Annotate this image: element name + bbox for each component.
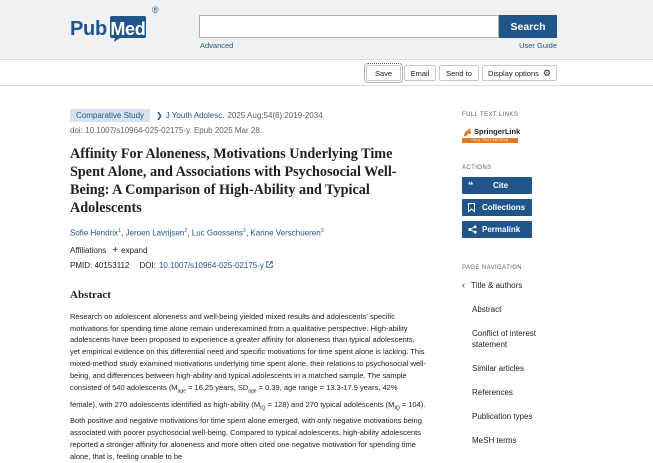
page-navigation-heading: PAGE NAVIGATION <box>462 265 523 271</box>
external-link-icon <box>266 261 273 270</box>
logo-pub-text: Pub <box>70 17 107 40</box>
pubmed-logo[interactable] <box>70 14 148 44</box>
share-icon <box>468 225 482 234</box>
save-button[interactable] <box>366 65 401 81</box>
affiliations-toggle[interactable] <box>70 246 430 256</box>
search-button[interactable]: Search <box>499 15 557 38</box>
expand-label: expand <box>121 246 148 256</box>
save-label: Save <box>374 68 393 78</box>
affiliation-number[interactable]: 2 <box>184 228 188 234</box>
author-separator: , <box>187 228 192 238</box>
chevron-left-icon: ‹ <box>462 280 465 290</box>
abstract-part: = 104). Both positive and negative motivations for time spent alone emerged, with only negative motivations being associated with poorer psychosocial well-being. Compared to typical adolescents, high-ability adolescents reported a stronger affinity for aloneness and more often cited one negative motivation for spending time alone, that is, feeling unable to be <box>70 399 426 461</box>
page-navigation-list <box>462 280 558 446</box>
iq-subscript: IQ <box>260 405 266 411</box>
actions-heading: ACTIONS <box>462 165 492 171</box>
display-options-button[interactable] <box>482 65 557 81</box>
abstract-part: Research on adolescent aloneness and well-being yielded mixed results and adolescents' specific motivations for spending time alone remain underexamined from a qualitative perspective. High-ability adolescents have been proposed to experience a greater affinity for aloneness than typical adolescents, yet empirical evidence on this differential need and specific motivations for time spent alone is lacking. This mixed-method study examined motivations underlying time spent alone, their relations to psychosocial well-being, and differences between high-ability and typical adolescents in a matched sample. The sample consisted of 540 adolescents (M <box>70 311 427 393</box>
age-subscript: age <box>177 388 186 395</box>
logo-med-bubble <box>108 15 148 43</box>
quote-icon: ❝ <box>468 180 474 190</box>
logo-med-text: Med <box>110 18 146 39</box>
article-title: Affinity For Aloneness, Motivations Underlying Time Spent Alone, and Associations with Psychosocial Well-Being: A Comparison of High-Ability and Typical Adolescents <box>70 146 397 216</box>
affiliation-number[interactable]: 3 <box>242 228 246 234</box>
chevron-right-icon: ❯ <box>156 110 163 120</box>
affiliation-number[interactable]: 1 <box>118 228 122 234</box>
article-identifiers <box>70 261 430 270</box>
abstract-part: = 128) and 270 typical adolescents (M <box>265 399 395 409</box>
author-link[interactable]: Sofie Hendrix <box>70 228 119 238</box>
author-separator: , <box>121 228 126 238</box>
nav-item-publication-types[interactable]: Publication types <box>472 412 533 421</box>
springerlink-text: SpringerLink <box>474 127 521 136</box>
springer-horse-icon <box>462 127 473 138</box>
collections-button[interactable] <box>462 199 532 216</box>
article-main <box>70 108 430 463</box>
nav-item-similar-articles[interactable]: Similar articles <box>472 364 525 373</box>
springerlink-button[interactable] <box>462 127 521 145</box>
cite-button[interactable] <box>462 177 532 194</box>
publication-type-badge[interactable]: Comparative Study <box>70 109 150 122</box>
nav-item-label: Title & authors <box>471 281 523 290</box>
article-toolbar <box>0 61 653 86</box>
collections-label: Collections <box>482 203 526 212</box>
send-to-button[interactable] <box>439 65 479 81</box>
cite-label: Cite <box>493 181 509 190</box>
registered-mark: ® <box>152 5 159 15</box>
user-guide-link[interactable]: User Guide <box>519 41 557 50</box>
send-to-label: Send to <box>446 68 472 78</box>
doi-link[interactable]: 10.1007/s10964-025-02175-y <box>158 260 264 270</box>
age-subscript: age <box>248 388 257 395</box>
abstract-part: = 0.39, age range = 13.3-17.9 years, 42% female), with 270 adolescents identified as high-ability (M <box>70 383 398 409</box>
gear-icon: ⚙ <box>542 67 551 78</box>
affiliations-label: Affiliations <box>70 246 107 256</box>
search-input[interactable] <box>199 15 499 38</box>
nav-item-mesh-terms[interactable]: MeSH terms <box>472 436 517 445</box>
journal-link[interactable]: J Youth Adolesc. <box>165 110 225 120</box>
iq-subscript: IQ <box>394 405 400 411</box>
nav-item-title-authors[interactable] <box>462 280 558 291</box>
nav-item-conflict-of-interest[interactable]: Conflict of interest statement <box>472 329 537 349</box>
author-list <box>70 225 430 240</box>
author-link[interactable]: Karine Verschueren <box>250 228 321 238</box>
doi-label: DOI: <box>139 260 156 270</box>
plus-icon: + <box>112 244 119 256</box>
author-separator: , <box>245 228 251 238</box>
advanced-search-link[interactable]: Advanced <box>200 41 234 50</box>
author-link[interactable]: Luc Goossens <box>191 228 243 238</box>
full-text-links-heading: FULL TEXT LINKS <box>462 112 519 118</box>
journal-citation: 2025 Aug;54(8):2019-2034. <box>227 110 325 120</box>
abstract-text <box>70 311 426 463</box>
springerlink-tag: FULL TEXT ARTICLE <box>462 138 518 143</box>
abstract-part: = 16.25 years, SD <box>185 383 249 393</box>
article-meta-row <box>70 108 430 122</box>
email-button[interactable] <box>404 65 436 81</box>
sidebar <box>462 112 558 446</box>
pmid: PMID: 40153112 <box>70 260 130 270</box>
abstract-heading: Abstract <box>70 288 111 301</box>
nav-item-references[interactable]: References <box>472 388 513 397</box>
affiliation-number[interactable]: 3 <box>320 228 324 234</box>
email-label: Email <box>410 68 430 78</box>
nav-item-abstract[interactable]: Abstract <box>472 305 502 314</box>
permalink-button[interactable] <box>462 221 532 238</box>
site-header <box>0 0 653 60</box>
permalink-label: Permalink <box>482 225 521 234</box>
bookmark-icon <box>468 203 482 212</box>
doi-epub-line: doi: 10.1007/s10964-025-02175-y. Epub 2025 Mar 28. <box>70 126 262 135</box>
display-options-label: Display options <box>488 68 539 78</box>
author-link[interactable]: Jeroen Lavrijsen <box>125 228 185 238</box>
